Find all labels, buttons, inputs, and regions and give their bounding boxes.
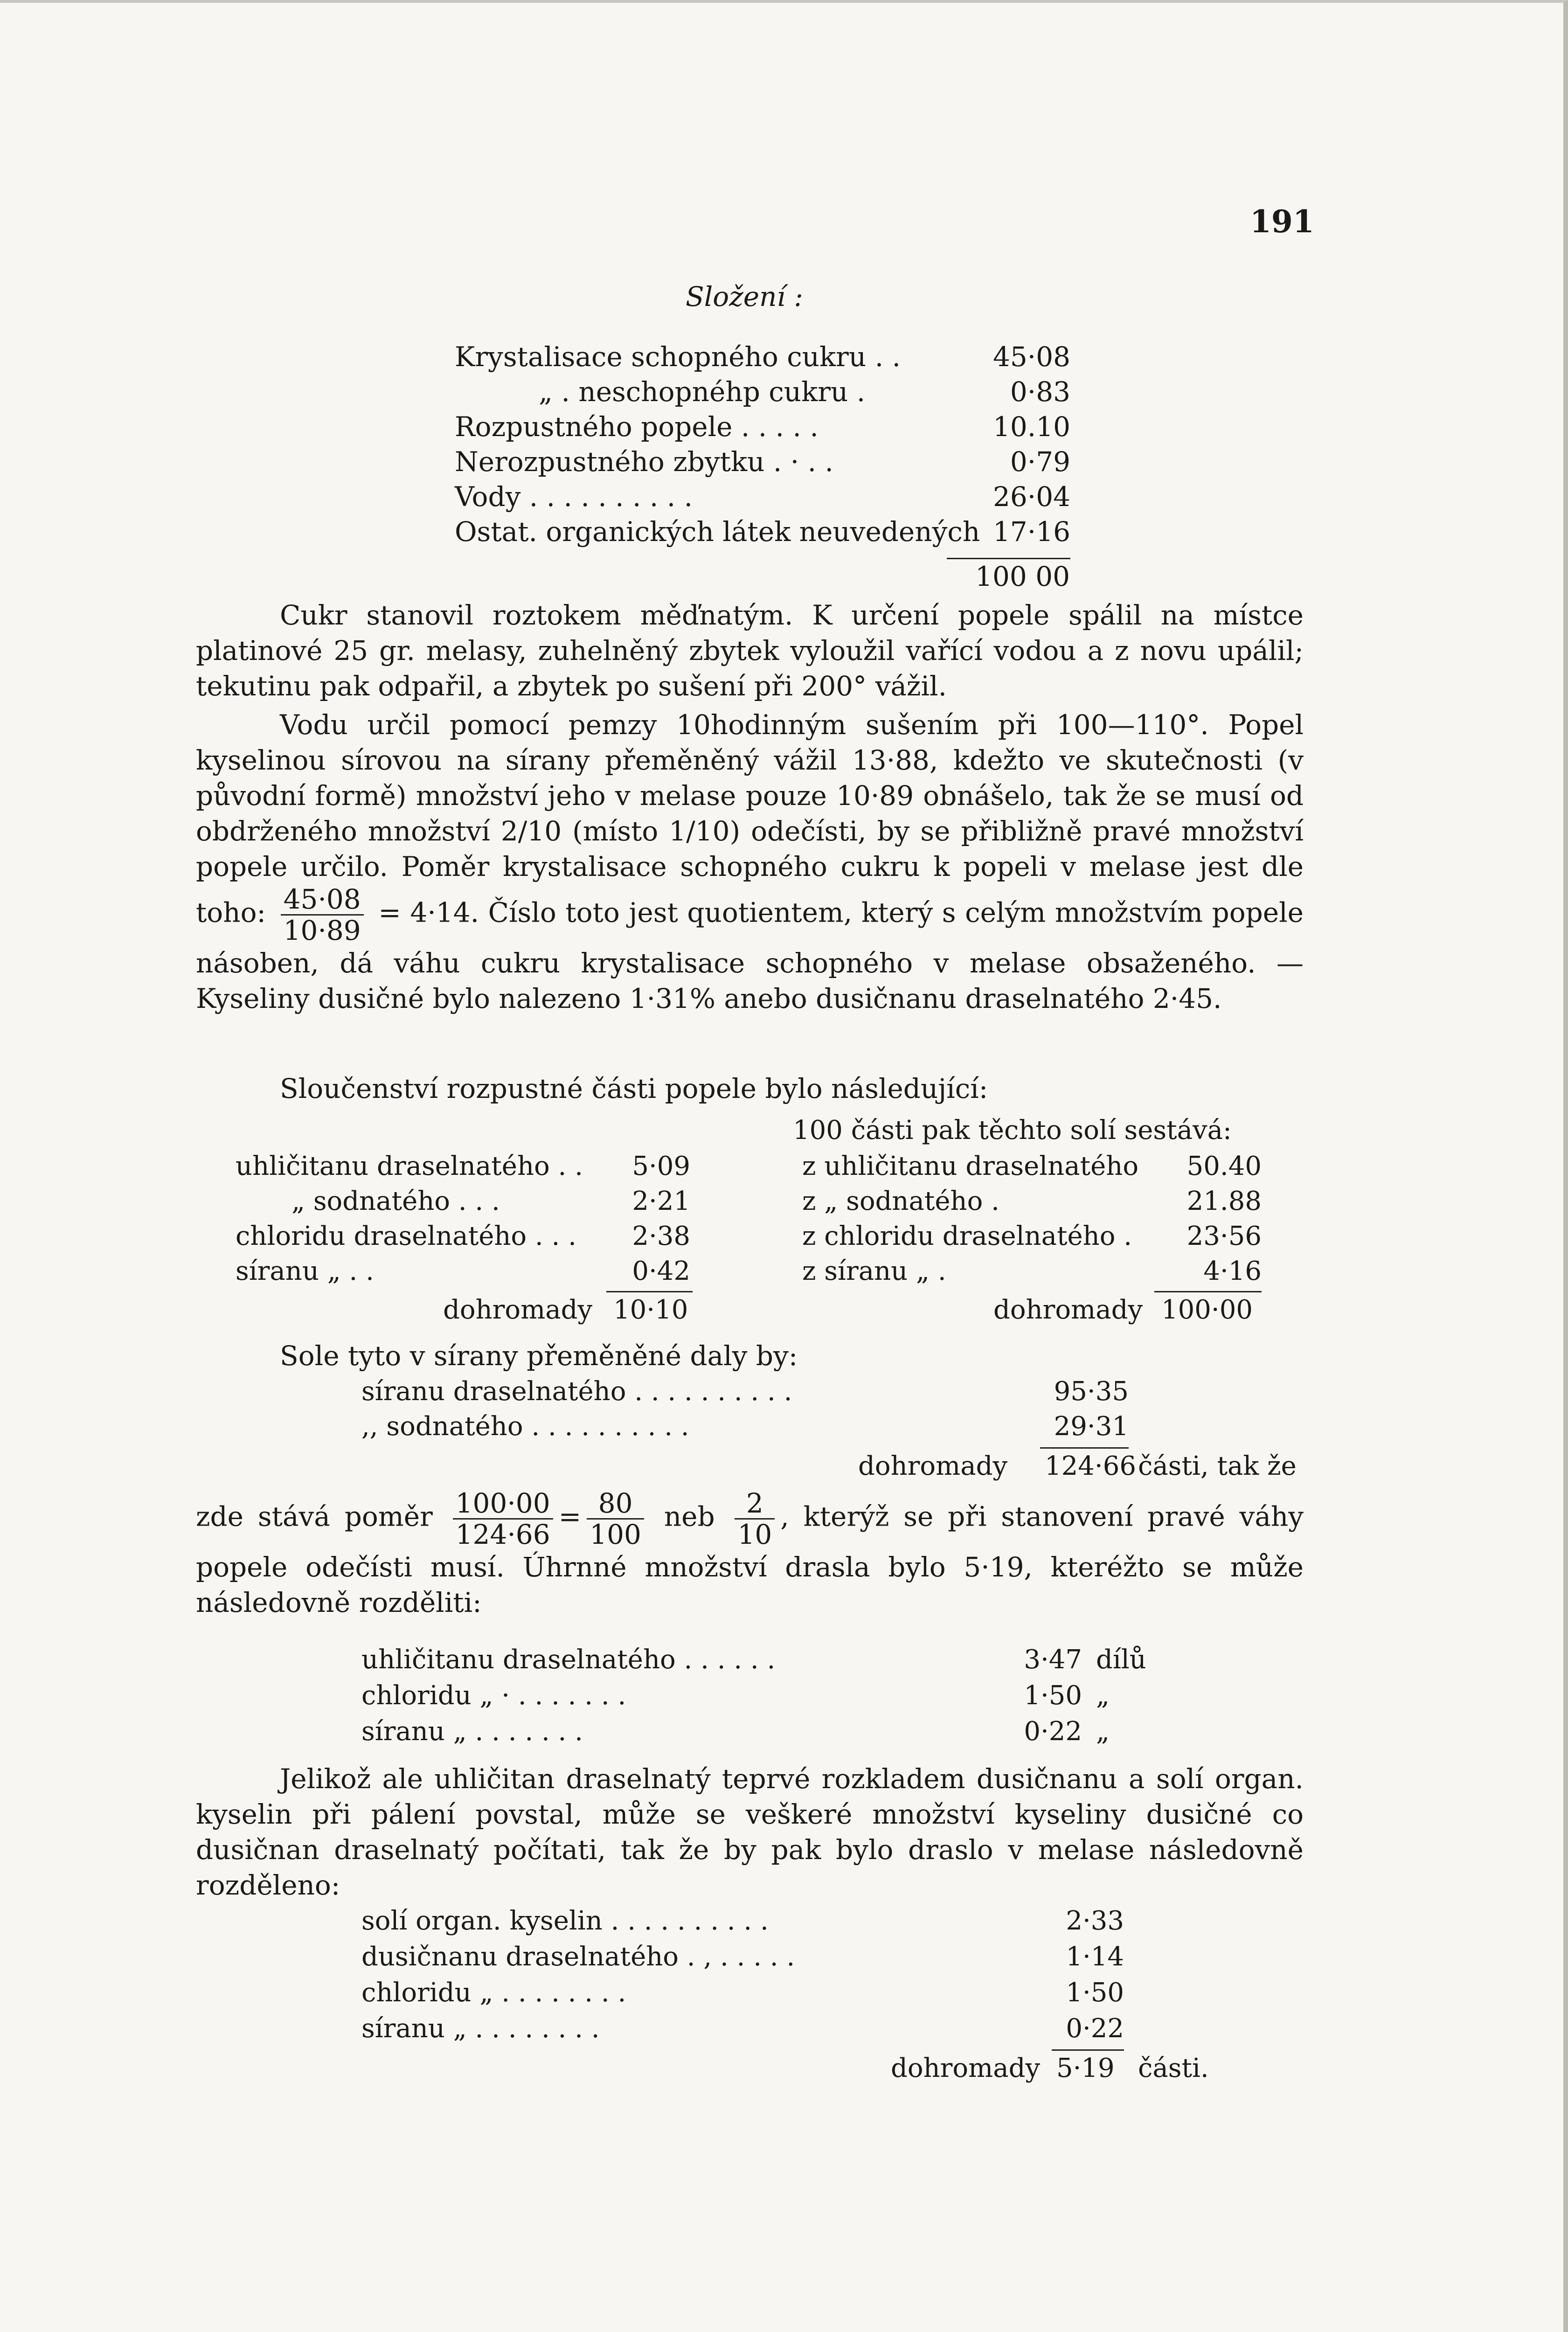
- composition-row: Krystalisace schopného cukru . . 45·08: [455, 341, 1070, 373]
- paragraph-nitrate: Jelikož ale uhličitan draselnatý teprvé rozkladem dusičnanu a solí organ. kyselin při pálení povstal, může se veškeré množství kyseliny dusičné co dusičnan draselnatý počítati, tak že by pak bylo draslo v melase následovně rozděleno:: [196, 1763, 1304, 1901]
- paragraph-ash-composition: Sloučenství rozpustné části popele bylo následující:: [280, 1073, 988, 1104]
- sulfates-total: 124·66: [1045, 1451, 1136, 1481]
- composition-row: Nerozpustného zbytku . · . . 0·79: [455, 446, 1070, 478]
- right-table-row: z síranu „ . 4·16: [802, 1256, 1262, 1286]
- sulfates-row: ,, sodnatého . . . . . . . . . . 29·31: [361, 1411, 1129, 1442]
- sulfates-tail: části, tak že: [1138, 1451, 1297, 1481]
- composition-row: Ostat. organických látek neuvedených 17·16: [455, 516, 1070, 548]
- potash-row: uhličitanu draselnatého . . . . . . 3·47: [361, 1645, 1082, 1675]
- paragraph-water-ash: Vodu určil pomocí pemzy 10hodinným sušením při 100—110°. Popel kyselinou sírovou na sírany přeměněný vážil 13·88, kdežto ve skutečnosti (v původní formě) množství jeho v melase pouze 10·89 obnášelo, tak že se musí od obdrženého množství 2/10 (místo 1/10) odečísti, by se přibližně pravé množství popele určilo. Poměr krystalisace schopného cukru k popeli v melase jest dle toho: $\frac{45\cdot 08}{10\cdot 89}$ = 4·14. Číslo toto jest quotientem, který s celým množstvím popele násoben, dá váhu cukru krystalisace schopného v melase obsaženého. — Kyseliny dusičné bylo nalezeno 1·31% anebo dusičnanu draselnatého 2·45.: [196, 709, 1304, 1014]
- left-total-label: dohromady: [443, 1295, 593, 1325]
- fraction-80-over-100: $\frac{80}{100}$: [587, 1488, 644, 1549]
- final-row: chloridu „ . . . . . . . . 1·50: [361, 1978, 1124, 2008]
- right-table-row: z „ sodnatého . 21.88: [802, 1186, 1262, 1216]
- right-table-row: z uhličitanu draselnatého 50.40: [802, 1151, 1262, 1181]
- left-total: 10·10: [613, 1295, 688, 1325]
- right-table-row: z chloridu draselnatého . 23·56: [802, 1221, 1262, 1251]
- final-total-label: dohromady: [891, 2053, 1041, 2083]
- potash-unit: „: [1096, 1680, 1110, 1711]
- left-table-row: chloridu draselnatého . . . 2·38: [236, 1221, 690, 1251]
- composition-row: „ . neschopnéhp cukru . 0·83: [539, 376, 1070, 408]
- potash-unit: „: [1096, 1716, 1110, 1747]
- final-sum-rule: [1052, 2049, 1124, 2051]
- final-total: 5·19: [1056, 2053, 1115, 2083]
- paragraph-sulfates: Sole tyto v sírany přeměněné daly by:: [280, 1340, 798, 1372]
- fraction-100-over-124: $\frac{100\cdot 00}{124\cdot 66}$: [453, 1488, 553, 1549]
- composition-row: Vody . . . . . . . . . . 26·04: [455, 481, 1070, 513]
- right-total: 100·00: [1161, 1295, 1253, 1325]
- page-number: 191: [1250, 203, 1314, 240]
- fraction-two-tenths: 2/10: [500, 815, 562, 847]
- left-table-row: uhličitanu draselnatého . . 5·09: [236, 1151, 690, 1181]
- paragraph-ratio: zde stává poměr $\frac{100\cdot 00}{124\cdot 66}$ = $\frac{80}{100}$ neb $\frac{2}{10}$ , kterýž se při stanovení pravé váhy popele odečísti musí. Úhrnné množství drasla bylo 5·19, kteréžto se může následovně rozděliti:: [196, 1487, 1304, 1618]
- section-title: Složení :: [686, 281, 803, 312]
- final-unit: části.: [1138, 2053, 1209, 2083]
- right-table-header: 100 části pak těchto solí sestává:: [793, 1115, 1232, 1145]
- ratio-fraction: $\frac{45\cdot 08}{10\cdot 89}$: [281, 884, 364, 945]
- potash-row: chloridu „ · . . . . . . . 1·50: [361, 1680, 1082, 1711]
- right-total-label: dohromady: [993, 1295, 1143, 1325]
- left-table-row: síranu „ . . 0·42: [236, 1256, 690, 1286]
- paragraph-ash-method: Cukr stanovil roztokem měďnatým. K určení popele spálil na místce platinové 25 gr. melasy, zuhelněný zbytek vyloužil vařící vodou a z novu upálil; tekutinu pak odpařil, a zbytek po sušení při 200° vážil.: [196, 599, 1304, 702]
- right-sum-rule: [1154, 1291, 1262, 1292]
- final-row: dusičnanu draselnatého . , . . . . . 1·14: [361, 1942, 1124, 1972]
- composition-row: Rozpustného popele . . . . . 10.10: [455, 411, 1070, 443]
- composition-total: 100 00: [975, 561, 1070, 592]
- composition-sum-rule: [947, 558, 1070, 559]
- potash-row: síranu „ . . . . . . . 0·22: [361, 1716, 1082, 1747]
- final-row: síranu „ . . . . . . . . 0·22: [361, 2013, 1124, 2044]
- sulfates-row: síranu draselnatého . . . . . . . . . . 95·35: [361, 1376, 1129, 1407]
- left-table-row: „ sodnatého . . . 2·21: [291, 1186, 690, 1216]
- final-row: solí organ. kyselin . . . . . . . . . . 2·33: [361, 1906, 1124, 1936]
- fraction-one-tenth: 1/10: [669, 815, 730, 847]
- sulfates-total-label: dohromady: [858, 1451, 1008, 1481]
- left-sum-rule: [606, 1291, 693, 1292]
- potash-unit: dílů: [1096, 1645, 1146, 1675]
- sulfates-sum-rule: [1040, 1447, 1129, 1449]
- fraction-2-over-10: $\frac{2}{10}$: [735, 1488, 775, 1549]
